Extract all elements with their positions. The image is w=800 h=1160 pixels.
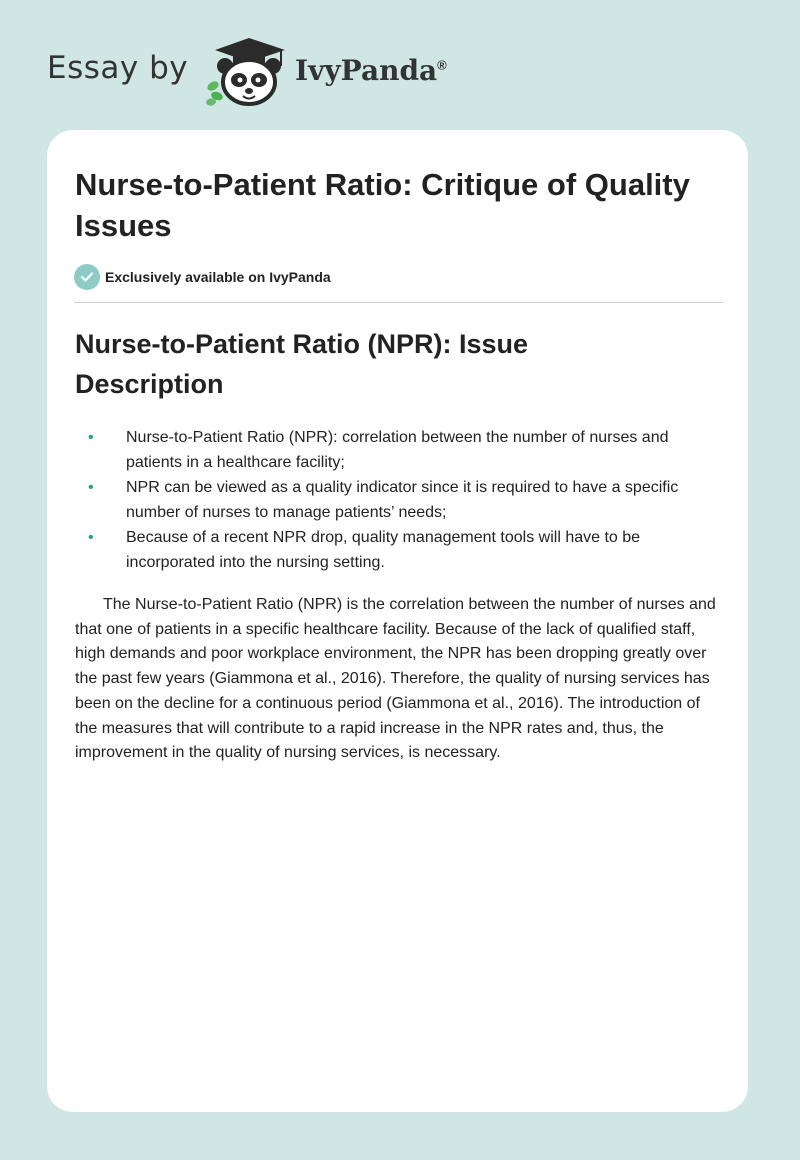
bullet-icon: •	[88, 479, 94, 496]
section-heading: Nurse-to-Patient Ratio (NPR): Issue Description	[75, 329, 529, 399]
registered-mark: ®	[437, 57, 447, 73]
bullet-list	[75, 425, 705, 575]
list-item-text: Because of a recent NPR drop, quality management tools will have to be incorporated into the nursing setting.	[126, 529, 641, 571]
bullet-icon: •	[88, 529, 94, 546]
essay-card	[47, 130, 748, 1112]
page-title: Nurse-to-Patient Ratio: Critique of Quality Issues	[75, 167, 690, 243]
exclusive-badge	[74, 264, 331, 290]
bullet-icon: •	[88, 429, 94, 446]
list-item	[75, 425, 705, 475]
essay-by-label: Essay by	[47, 50, 189, 86]
exclusive-badge-text: Exclusively available on IvyPanda	[105, 269, 331, 285]
divider	[74, 302, 723, 303]
panda-graduation-cap-icon	[203, 36, 289, 108]
list-item-text: Nurse-to-Patient Ratio (NPR): correlation between the number of nurses and patients in a healthcare facility;	[126, 429, 669, 471]
body-paragraph: The Nurse-to-Patient Ratio (NPR) is the correlation between the number of nurses and that one of patients in a specific healthcare facility. Because of the lack of qualified staff, high demands and poor workplace environment, the NPR has been dropping greatly over the past few years (Giammona et al., 2016). Therefore, the quality of nursing services has been on the decline for a continuous period (Giammona et al., 2016). The introduction of the measures that will contribute to a rapid increase in the NPR rates and, thus, the improvement in the quality of nursing services, is necessary.	[75, 596, 716, 762]
list-item-text: NPR can be viewed as a quality indicator since it is required to have a specific number of nurses to manage patients’ needs;	[126, 479, 679, 521]
site-header	[47, 36, 547, 106]
brand-name	[295, 54, 447, 87]
check-circle-icon	[74, 264, 100, 290]
list-item	[75, 525, 705, 575]
brand-text: IvyPanda	[295, 54, 438, 87]
list-item	[75, 475, 705, 525]
